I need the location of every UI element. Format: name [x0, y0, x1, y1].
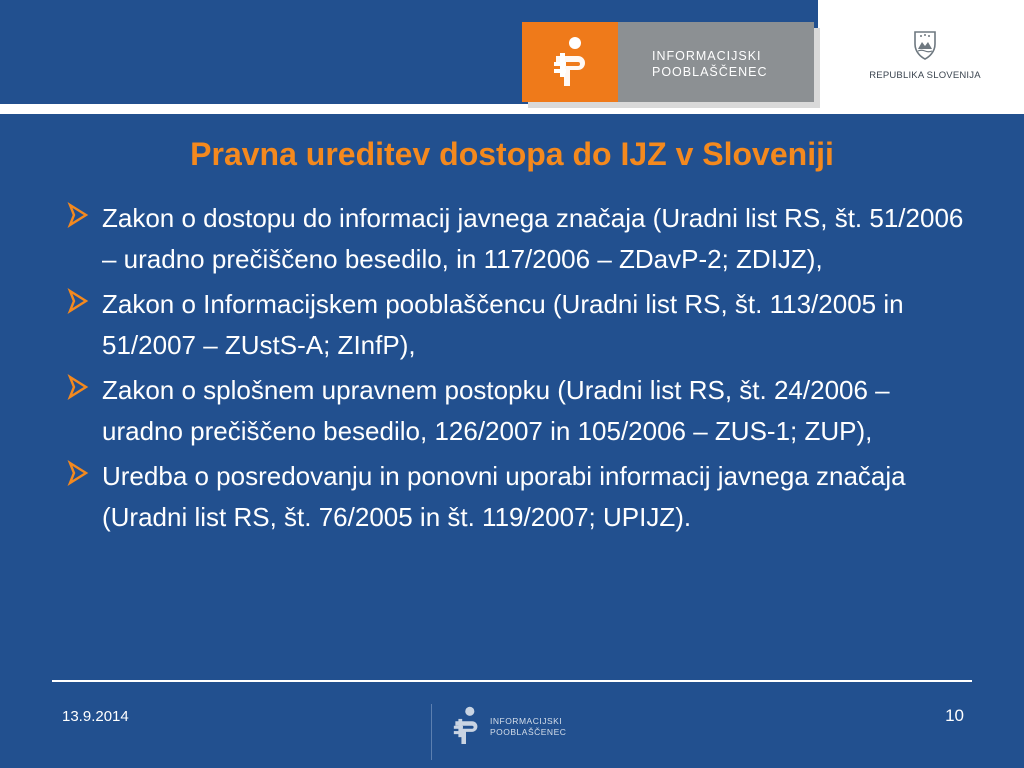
footer-logo-line2: POOBLAŠČENEC: [490, 727, 567, 737]
footer-logo: [452, 706, 592, 746]
list-item: [64, 456, 964, 538]
bullet-list: [64, 198, 964, 542]
arrow-bullet-icon: [66, 374, 92, 400]
list-item-text: Zakon o Informacijskem pooblaščencu (Uradni list RS, št. 113/2005 in 51/2007 – ZUstS-A; ZInfP),: [102, 289, 904, 360]
logo-name: [652, 48, 802, 80]
logo-orange-block: [522, 22, 618, 102]
arrow-bullet-icon: [66, 460, 92, 486]
page-number: 10: [945, 706, 964, 725]
slide-title: Pravna ureditev dostopa do IJZ v Sloveniji: [190, 136, 834, 172]
informacijski-pooblascenec-logo: [522, 22, 820, 108]
arrow-bullet-icon: [66, 202, 92, 228]
informacijski-pooblascenec-icon: [452, 706, 480, 744]
footer-logo-name: [490, 716, 566, 738]
republika-slovenija-label: REPUBLIKA SLOVENIJA: [869, 70, 981, 81]
list-item: [64, 370, 964, 452]
slovenia-coat-of-arms-icon: [913, 30, 937, 60]
list-item-text: Zakon o splošnem upravnem postopku (Uradni list RS, št. 24/2006 – uradno prečiščeno besedilo, 126/2007 in 105/2006 – ZUS-1; ZUP),: [102, 375, 890, 446]
footer-vertical-divider: [431, 704, 432, 760]
arrow-bullet-icon: [66, 288, 92, 314]
list-item: [64, 284, 964, 366]
footer-logo-line1: INFORMACIJSKI: [490, 716, 563, 726]
list-item-text: Zakon o dostopu do informacij javnega značaja (Uradni list RS, št. 51/2006 – uradno prečiščeno besedilo, in 117/2006 – ZDavP-2; ZDIJZ),: [102, 203, 964, 274]
logo-name-line2: POOBLAŠČENEC: [652, 65, 768, 79]
footer-divider-line: [52, 680, 972, 682]
logo-name-line1: INFORMACIJSKI: [652, 49, 762, 63]
list-item: [64, 198, 964, 280]
list-item-text: Uredba o posredovanju in ponovni uporabi informacij javnega značaja (Uradni list RS, št. 76/2005 in št. 119/2007; UPIJZ).: [102, 461, 906, 532]
republika-slovenija-logo: [862, 30, 1002, 94]
footer-date: 13.9.2014: [62, 708, 129, 725]
informacijski-pooblascenec-icon: [552, 36, 588, 86]
